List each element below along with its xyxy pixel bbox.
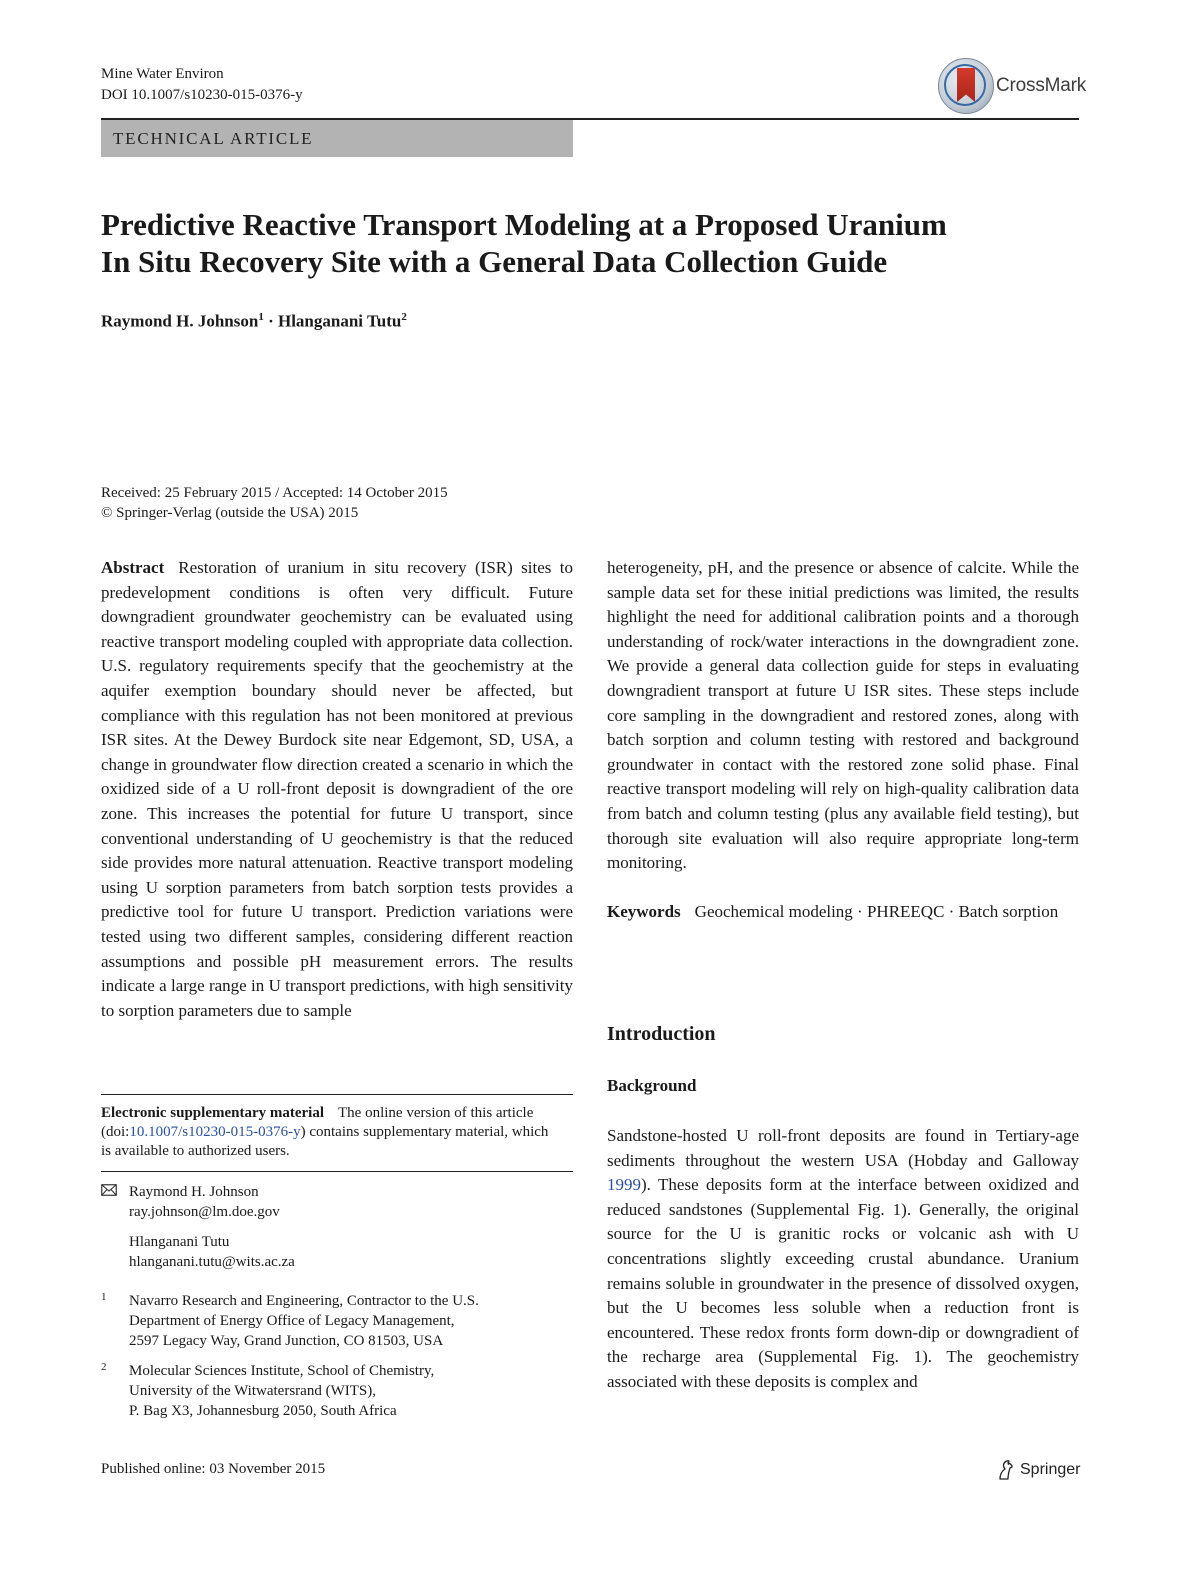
author-list xyxy=(101,311,407,332)
keywords xyxy=(607,900,1079,925)
crossmark-badge[interactable] xyxy=(938,58,1087,114)
contact-name-1: Raymond H. Johnson xyxy=(129,1184,259,1200)
background-heading: Background xyxy=(607,1076,697,1095)
abstract-text-right: heterogeneity, pH, and the presence or absence of calcite. While the sample data set for these initial predictions was limited, the results highlight the need for additional calibration points and a thorough understanding of rock/water interactions in the downgradient zone. We provide a general data collection guide for steps in evaluating downgradient transport at future U ISR sites. These steps include core sampling in the downgradient and restored zones, along with batch sorption and column testing with restored and background groundwater in contact with the restored zone solid phase. Final reactive transport modeling will rely on high-quality calibration data from batch and column testing (plus any available field testing), but thorough site evaluation will also require appropriate long-term monitoring. xyxy=(607,558,1079,873)
background-paragraph xyxy=(607,1124,1079,1395)
journal-name: Mine Water Environ xyxy=(101,66,224,82)
esm-doi-link[interactable]: 10.1007/s10230-015-0376-y xyxy=(129,1124,301,1140)
affiliation-1-line-3: 2597 Legacy Way, Grand Junction, CO 81503, USA xyxy=(129,1333,444,1349)
article-dates xyxy=(101,483,448,523)
esm-text-1: The online version of this article (doi: xyxy=(101,1105,534,1140)
title-line-1: Predictive Reactive Transport Modeling at a Proposed Uranium xyxy=(101,207,947,242)
article-doi: DOI 10.1007/s10230-015-0376-y xyxy=(101,87,303,103)
copyright: © Springer-Verlag (outside the USA) 2015 xyxy=(101,505,359,521)
esm-rule xyxy=(101,1094,573,1095)
affiliation-2-num: 2 xyxy=(101,1361,107,1373)
contact-email-1[interactable]: ray.johnson@lm.doe.gov xyxy=(129,1204,280,1220)
background-column xyxy=(607,1124,1079,1395)
affiliation-2-line-2: University of the Witwatersrand (WITS), xyxy=(129,1383,376,1399)
crossmark-label: CrossMark xyxy=(996,75,1087,96)
background-text-2: ). These deposits form at the interface between oxidized and reduced sandstones (Supplemental Fig. 1). Generally, the original source for the U is granitic rocks or volcanic ash with U concentrations slightly exceeding crustal abundance. Uranium remains soluble in groundwater in the presence of dissolved oxygen, but the U becomes less soluble when a reduction front is encountered. These redox fronts form down-dip or downgradient of the recharge area (Supplemental Fig. 1). The geochemistry associated with these deposits is complex and xyxy=(607,1175,1079,1391)
introduction-heading: Introduction xyxy=(607,1023,716,1045)
keywords-text: Geochemical modeling · PHREEQC · Batch sorption xyxy=(694,901,1059,921)
contact-rule xyxy=(101,1171,573,1172)
keywords-label: Keywords xyxy=(607,901,681,921)
received-accepted: Received: 25 February 2015 / Accepted: 14 October 2015 xyxy=(101,485,448,501)
citation-link[interactable]: 1999 xyxy=(607,1175,641,1195)
affiliation-1-line-1: Navarro Research and Engineering, Contractor to the U.S. xyxy=(129,1293,479,1309)
affiliation-1-line-2: Department of Energy Office of Legacy Management, xyxy=(129,1313,455,1329)
author-2-affil: 2 xyxy=(401,311,407,323)
abstract-text-left: Restoration of uranium in situ recovery (ISR) sites to predevelopment conditions is often very difficult. Future downgradient groundwater geochemistry can be evaluated using reactive transport modeling coupled with appropriate data collection. U.S. regulatory requirements specify that the geochemistry at the aquifer exemption boundary should never be affected, but compliance with this regulation has not been monitored at previous ISR sites. At the Dewey Burdock site near Edgemont, SD, USA, a change in groundwater flow direction created a scenario in which the oxidized side of a U roll-front deposit is downgradient of the ore zone. This increases the potential for future U transport, since conventional understanding of U geochemistry is that the reduced side provides more natural attenuation. Reactive transport modeling using U sorption parameters from batch sorption tests provides a predictive tool for future U transport. Prediction variations were tested using two different samples, considering different reaction assumptions and possible pH measurement errors. The results indicate a large range in U transport predictions, with high sensitivity to sorption parameters due to sample xyxy=(101,558,573,1020)
author-1[interactable]: Raymond H. Johnson xyxy=(101,311,259,331)
contact-name-2: Hlanganani Tutu xyxy=(129,1234,230,1250)
title-line-2: In Situ Recovery Site with a General Data Collection Guide xyxy=(101,244,888,279)
journal-info xyxy=(101,64,303,106)
crossmark-logo-icon xyxy=(938,58,994,114)
author-separator: · xyxy=(263,311,278,331)
abstract-left-column xyxy=(101,556,573,1023)
envelope-icon xyxy=(101,1184,117,1196)
contact-email-2[interactable]: hlanganani.tutu@wits.ac.za xyxy=(129,1254,295,1270)
abstract-label: Abstract xyxy=(101,558,165,577)
esm-note xyxy=(101,1104,557,1161)
esm-label: Electronic supplementary material xyxy=(101,1105,325,1121)
abstract-right-column xyxy=(607,556,1079,924)
affiliation-2-line-1: Molecular Sciences Institute, School of Chemistry, xyxy=(129,1363,435,1379)
publisher-name: Springer xyxy=(1020,1461,1081,1478)
article-title xyxy=(101,206,1061,280)
affiliation-1-num: 1 xyxy=(101,1291,107,1303)
background-text-1: Sandstone-hosted U roll-front deposits are found in Tertiary-age sediments throughout the western USA (Hobday and Galloway xyxy=(607,1126,1079,1170)
author-2[interactable]: Hlanganani Tutu xyxy=(277,311,402,331)
affiliation-2-line-3: P. Bag X3, Johannesburg 2050, South Africa xyxy=(129,1403,397,1419)
published-date: Published online: 03 November 2015 xyxy=(101,1461,326,1477)
publisher-logo[interactable] xyxy=(996,1459,1086,1483)
author-1-affil: 1 xyxy=(258,311,264,323)
section-label: TECHNICAL ARTICLE xyxy=(101,120,573,157)
esm-text-2: ) contains supplementary material, which is available to authorized users. xyxy=(101,1124,549,1159)
abstract-paragraph xyxy=(101,556,573,1023)
springer-horse-icon xyxy=(996,1459,1016,1481)
